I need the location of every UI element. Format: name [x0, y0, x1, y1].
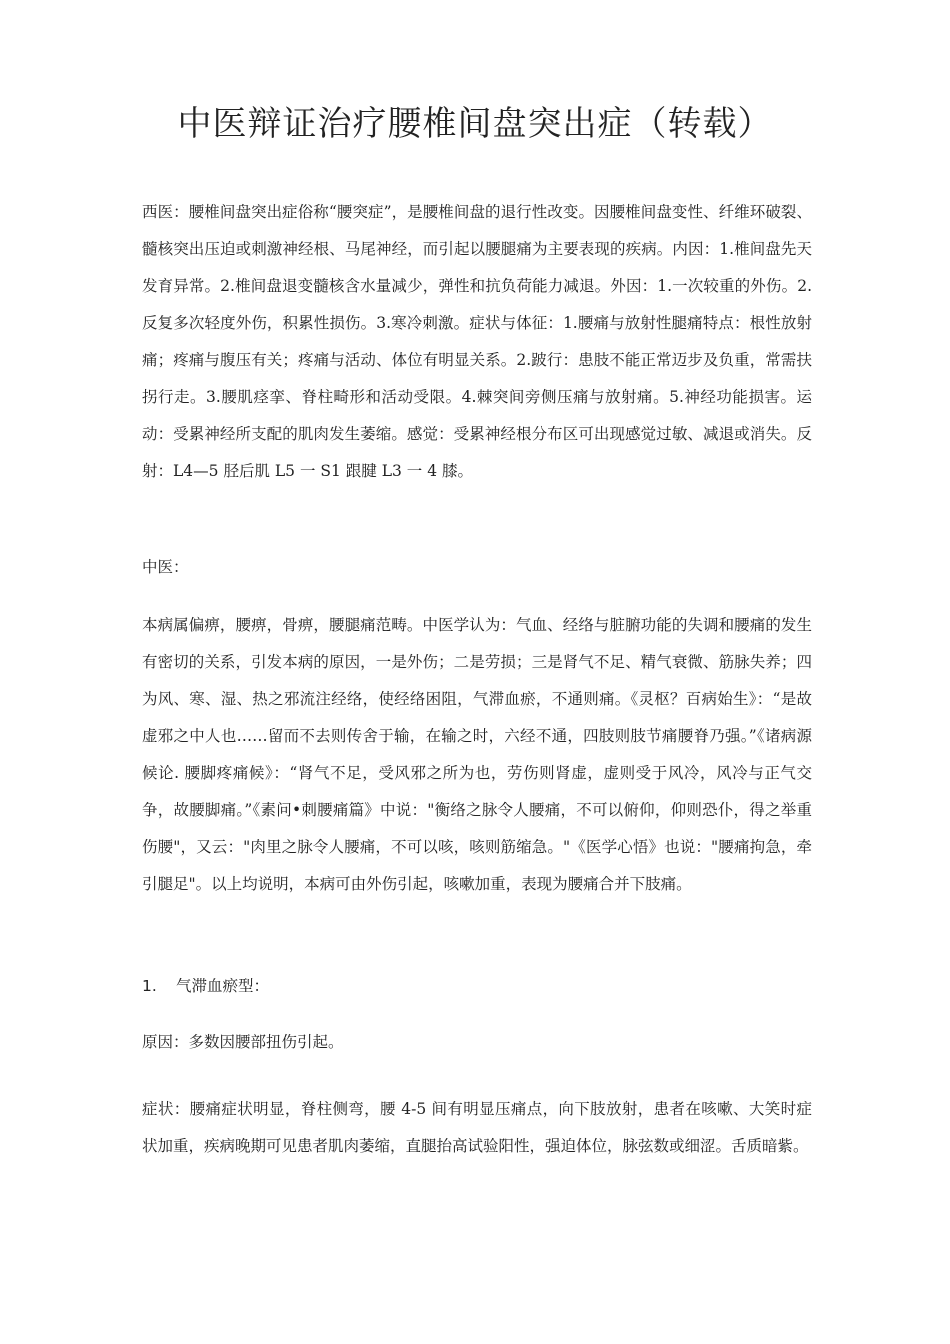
western-medicine-paragraph: 西医：腰椎间盘突出症俗称“腰突症”，是腰椎间盘的退行性改变。因腰椎间盘变性、纤维环破裂、髓核突出压迫或刺激神经根、马尾神经，而引起以腰腿痛为主要表现的疾病。内因：1.椎间盘先天发育异常。2.椎间盘退变髓核含水量减少，弹性和抗负荷能力减退。外因：1.一次较重的外伤。2.反复多次轻度外伤，积累性损伤。3.寒冷刺激。症状与体征：1.腰痛与放射性腿痛特点：根性放射痛；疼痛与腹压有关；疼痛与活动、体位有明显关系。2.跛行：患肢不能正常迈步及负重，常需扶拐行走。3.腰肌痉挛、脊柱畸形和活动受限。4.棘突间旁侧压痛与放射痛。5.神经功能损害。运动：受累神经所支配的肌肉发生萎缩。感觉：受累神经根分布区可出现感觉过敏、减退或消失。反射：L4—5 胫后肌 L5 一 S1 跟腱 L3 一 4 膝。	[142, 203, 812, 480]
tcm-heading: 中医：	[142, 558, 189, 576]
document-title: 中医辩证治疗腰椎间盘突出症（转载）	[177, 104, 773, 144]
section-heading-qi-stagnation	[142, 968, 812, 1005]
symptoms-paragraph: 症状：腰痛症状明显，脊柱侧弯，腰 4-5 间有明显压痛点，向下肢放射，患者在咳嗽、大笑时症状加重，疾病晚期可见患者肌肉萎缩，直腿抬高试验阳性，强迫体位，脉弦数或细涩。舌质暗紫。	[142, 1100, 812, 1155]
cause-paragraph: 原因：多数因腰部扭伤引起。	[142, 1033, 344, 1051]
section-label: 气滞血瘀型：	[176, 977, 270, 995]
tcm-paragraph: 本病属偏痹，腰痹，骨痹，腰腿痛范畴。中医学认为：气血、经络与脏腑功能的失调和腰痛的发生有密切的关系，引发本病的原因，一是外伤；二是劳损；三是肾气不足、精气衰微、筋脉失养；四为风、寒、湿、热之邪流注经络，使经络困阻，气滞血瘀，不通则痛。《灵枢？百病始生》：“是故虚邪之中人也……留而不去则传舍于输，在输之时，六经不通，四肢则肢节痛腰脊乃强。”《诸病源候论. 腰脚疼痛候》：“肾气不足，受风邪之所为也，劳伤则肾虚，虚则受于风冷，风冷与正气交争，故腰脚痛。”《素问•刺腰痛篇》中说："衡络之脉令人腰痛，不可以俯仰，仰则恐仆，得之举重伤腰"，又云："肉里之脉令人腰痛，不可以咳，咳则筋缩急。"《医学心悟》也说："腰痛拘急，牵引腿足"。以上均说明，本病可由外伤引起，咳嗽加重，表现为腰痛合并下肢痛。	[142, 616, 812, 893]
section-number: 1.	[142, 977, 157, 995]
